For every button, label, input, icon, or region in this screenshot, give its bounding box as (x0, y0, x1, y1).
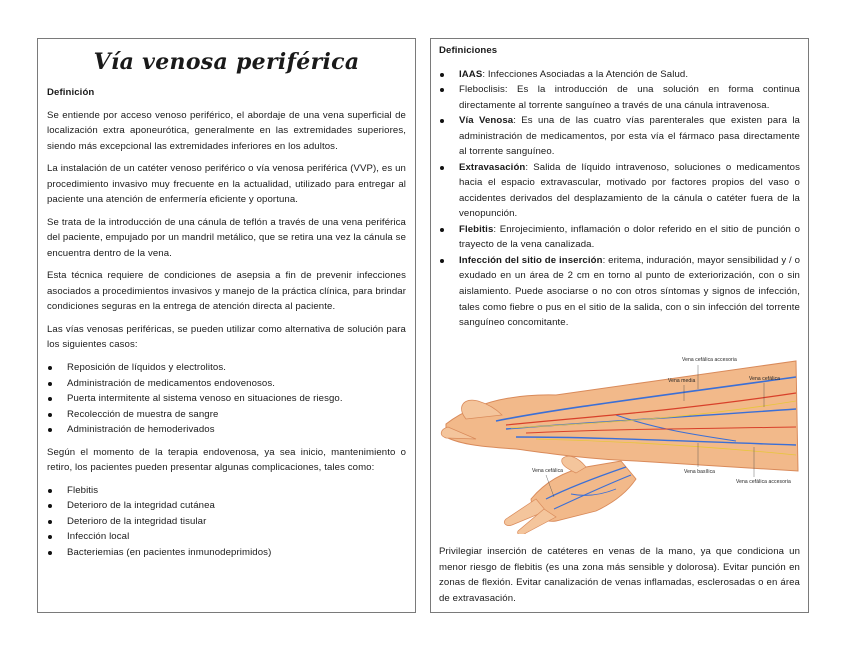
definition-text: Enrojecimiento, inflamación o dolor referido en el sitio de punción o trayecto de la vena canalizada. (459, 223, 800, 251)
definition-separator: : (602, 254, 609, 266)
definition-term: IAAS (459, 68, 483, 80)
complications-intro: Según el momento de la terapia endovenosa, ya sea inicio, mantenimiento o retiro, los pacientes pueden presentar algunas complicaciones, tales como: (47, 446, 406, 474)
list-item: Bacteriemias (en pacientes inmunodeprimidos) (47, 545, 406, 561)
definition-item (439, 113, 800, 160)
definition-term: Extravasación (459, 161, 526, 173)
label-vena-media: Vena media (668, 378, 696, 384)
definition-item (439, 253, 800, 331)
definition-heading: Definición (47, 87, 95, 98)
definition-text: Infecciones Asociadas a la Atención de Salud. (487, 68, 689, 80)
label-vena-cefalica-right: Vena cefálica (749, 376, 781, 382)
uses-list (47, 360, 406, 438)
label-vena-cefalica-accesoria-bottom: Vena cefálica accesoria (736, 479, 791, 485)
definition-term: Infección del sitio de inserción (459, 254, 603, 266)
paragraph: Esta técnica requiere de condiciones de asepsia a fin de prevenir infecciones asociados a procedimientos invasivos y manejo de la práctica clínica, para brindar condiciones seguras en la entrega de atención directa al paciente. (47, 270, 406, 313)
footer-note: Privilegiar inserción de catéteres en venas de la mano, ya que condiciona un menor riesgo de flebitis (es una zona más sensible y dolorosa). Evitar punción en zonas de flexión. Evitar canalización de venas inflamadas, esclerosadas o en área de extravasación. (439, 546, 800, 604)
list-item: Flebitis (47, 483, 406, 499)
list-item: Administración de medicamentos endovenosos. (47, 376, 406, 392)
definition-term: Fleboclisis (459, 84, 505, 96)
definition-separator: : (513, 115, 522, 127)
page-title: Vía venosa periférica (93, 49, 360, 75)
definition-text: eritema, induración, mayor sensibilidad y / o exudado en un área de 2 cm en torno al punto de exteriorización, con o sin aislamiento. Puede asociarse o no con otros síntomas y signos de infección, tales como fiebre o pus en el sitio de la salida, con o sin infección del torrente sanguíneo concomitante. (459, 254, 801, 329)
paragraph: Se trata de la introducción de una cánula de teflón a través de una vena periférica del paciente, empujado por un mandril metálico, que se retira una vez la cánula se encuentra dentro de la vena. (47, 216, 406, 259)
definition-separator: : (493, 223, 500, 235)
label-vena-basilica: Vena basílica (684, 469, 716, 475)
definition-item (439, 222, 800, 253)
list-item: Reposición de líquidos y electrolitos. (47, 360, 406, 376)
definition-item (439, 82, 800, 113)
left-panel (37, 38, 416, 613)
list-item: Deterioro de la integridad cutánea (47, 498, 406, 514)
definition-term: Flebitis (459, 223, 494, 235)
paragraph: La instalación de un catéter venoso periférico o vía venosa periférica (VVP), es un procedimiento invasivo muy frecuente en la actualidad, utilizado para entregar al paciente una atención de enfermería eficiente y oportuna. (47, 163, 406, 206)
definitions-heading: Definiciones (439, 45, 498, 56)
definition-item (439, 67, 800, 83)
list-item: Infección local (47, 529, 406, 545)
label-vena-cefalica-hand: Vena cefálica (532, 468, 564, 474)
definition-separator: : (482, 68, 488, 80)
complications-list (47, 483, 406, 561)
definition-separator: : (525, 161, 534, 173)
arm-veins-illustration (436, 349, 803, 534)
paragraph: Las vías venosas periféricas, se pueden utilizar como alternativa de solución para los siguientes casos: (47, 323, 406, 351)
right-panel (430, 38, 809, 613)
label-vena-cefalica-accesoria-top: Vena cefálica accesoria (682, 357, 737, 363)
list-item: Deterioro de la integridad tisular (47, 514, 406, 530)
definition-text: Es una de las cuatro vías parenterales que existen para la administración de medicamentos, por esta vía el fármaco pasa directamente al torrente sanguíneo. (459, 115, 800, 158)
definition-separator: : (504, 84, 518, 96)
forearm-shape (446, 361, 798, 471)
definition-text: Es la introducción de una solución en forma continua directamente al torrente sanguíneo a través de una cánula intravenosa. (459, 84, 800, 111)
list-item: Puerta intermitente al sistema venoso en situaciones de riesgo. (47, 391, 406, 407)
definitions-list (439, 67, 800, 331)
list-item: Administración de hemoderivados (47, 422, 406, 438)
definition-item (439, 160, 800, 222)
list-item: Recolección de muestra de sangre (47, 407, 406, 423)
paragraph: Se entiende por acceso venoso periférico, el abordaje de una vena superficial de localización extra aponeurótica, generalmente en las extremidades superiores, siendo más excepcional las extremidades inferiores en los adultos. (47, 109, 406, 152)
definition-text: Salida de líquido intravenoso, soluciones o medicamentos hacia el espacio extravascular, motivado por factores propios del vaso o accidentes derivados del desplazamiento de la cánula o catéter fuera de la venopunción. (459, 161, 800, 220)
definition-term: Vía Venosa (459, 115, 514, 127)
